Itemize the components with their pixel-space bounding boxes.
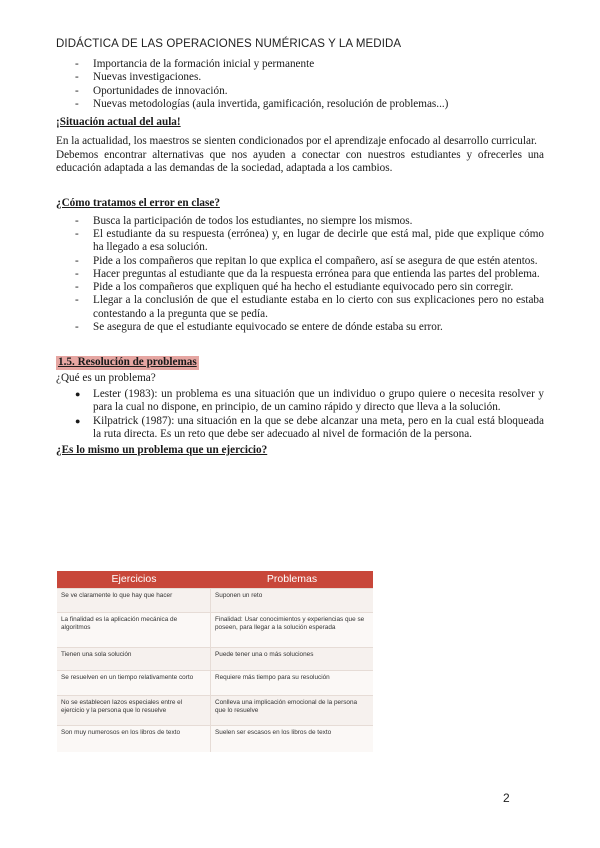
- list-item: - Pide a los compañeros que expliquen qué ha hecho el estudiante equivocado pero sin corregir.: [56, 281, 544, 294]
- table-row: [57, 670, 373, 695]
- table-cell: Tienen una sola solución: [57, 648, 211, 670]
- table-cell: Puede tener una o más soluciones: [215, 651, 314, 658]
- error-heading: ¿Cómo tratamos el error en clase?: [56, 197, 220, 210]
- list-item: ● Kilpatrick (1987): una situación en la que se debe alcanzar una meta, pero en la cual está bloqueada la ruta directa. Es un reto que debe ser adecuado al nivel de formación de la persona.: [56, 415, 544, 442]
- list-item: - Se asegura de que el estudiante equivocado se entere de dónde estaba su error.: [56, 321, 544, 334]
- table-cell: Suelen ser escasos en los libros de texto: [215, 729, 332, 736]
- exercise-question-heading: ¿Es lo mismo un problema que un ejercicio?: [56, 444, 268, 457]
- list-item: - Pide a los compañeros que repitan lo que explica el compañero, así se asegura de que estén atentos.: [56, 255, 544, 268]
- table-cell: No se establecen lazos especiales entre el ejercicio y la persona que lo resuelve: [57, 696, 211, 725]
- intro-list: [56, 58, 544, 111]
- page-header: DIDÁCTICA DE LAS OPERACIONES NUMÉRICAS Y LA MEDIDA: [56, 38, 402, 50]
- comparison-table: [57, 571, 373, 747]
- table-cell: La finalidad es la aplicación mecánica de algoritmos: [57, 613, 211, 647]
- definition-list: [56, 388, 544, 441]
- page-content: [56, 58, 544, 457]
- table-row: [57, 612, 373, 647]
- table-cell: Se resuelven en un tiempo relativamente corto: [57, 671, 211, 695]
- error-list: [56, 215, 544, 335]
- list-item: - Nuevas metodologías (aula invertida, gamificación, resolución de problemas...): [56, 98, 544, 111]
- table-cell: Conlleva una implicación emocional de la persona que lo resuelve: [215, 699, 358, 714]
- table-row: [57, 695, 373, 725]
- list-item: - Oportunidades de innovación.: [56, 85, 544, 98]
- page-number: 2: [503, 791, 510, 805]
- table-row: [57, 725, 373, 752]
- list-item: - Busca la participación de todos los estudiantes, no siempre los mismos.: [56, 215, 544, 228]
- list-item: ● Lester (1983): un problema es una situación que un individuo o grupo quiere o necesita resolver y para la cual no dispone, en principio, de un camino rápido y directo que lleva a la solución.: [56, 388, 544, 415]
- table-cell: Finalidad: Usar conocimientos y experiencias que se poseen, para llegar a la solución esperada: [215, 616, 365, 631]
- table-cell: Son muy numerosos en los libros de texto: [57, 726, 211, 752]
- table-row: [57, 588, 373, 612]
- situacion-paragraph-1: En la actualidad, los maestros se sienten condicionados por el aprendizaje enfocado al desarrollo curricular.: [56, 135, 537, 148]
- situacion-heading: ¡Situación actual del aula!: [56, 116, 181, 129]
- table-cell: Suponen un reto: [215, 592, 263, 599]
- situacion-paragraph-2: Debemos encontrar alternativas que nos ayuden a conectar con nuestros estudiantes y ofrecerles una educación adaptada a las demandas de la sociedad, adaptada a los cambios.: [56, 148, 544, 175]
- table-cell: Requiere más tiempo para su resolución: [215, 674, 330, 681]
- list-item: - Importancia de la formación inicial y permanente: [56, 58, 544, 71]
- section-title: 1.5. Resolución de problemas: [58, 356, 197, 369]
- table-row: [57, 647, 373, 670]
- table-header-cell: Ejercicios: [111, 572, 157, 585]
- list-item: - Hacer preguntas al estudiante que da la respuesta errónea para que entienda las partes del problema.: [56, 268, 544, 281]
- list-item: - Llegar a la conclusión de que el estudiante estaba en lo cierto con sus explicaciones pero no estaba contestando a la pregunta que se pedía.: [56, 294, 544, 321]
- table-cell: Se ve claramente lo que hay que hacer: [57, 589, 211, 612]
- problem-question: ¿Qué es un problema?: [56, 371, 156, 384]
- table-header-cell: Problemas: [266, 572, 318, 585]
- list-item: - Nuevas investigaciones.: [56, 71, 544, 84]
- list-item: - El estudiante da su respuesta (errónea) y, en lugar de decirle que está mal, pide que explique cómo ha llegado a esa solución.: [56, 228, 544, 255]
- table-header: [57, 571, 373, 588]
